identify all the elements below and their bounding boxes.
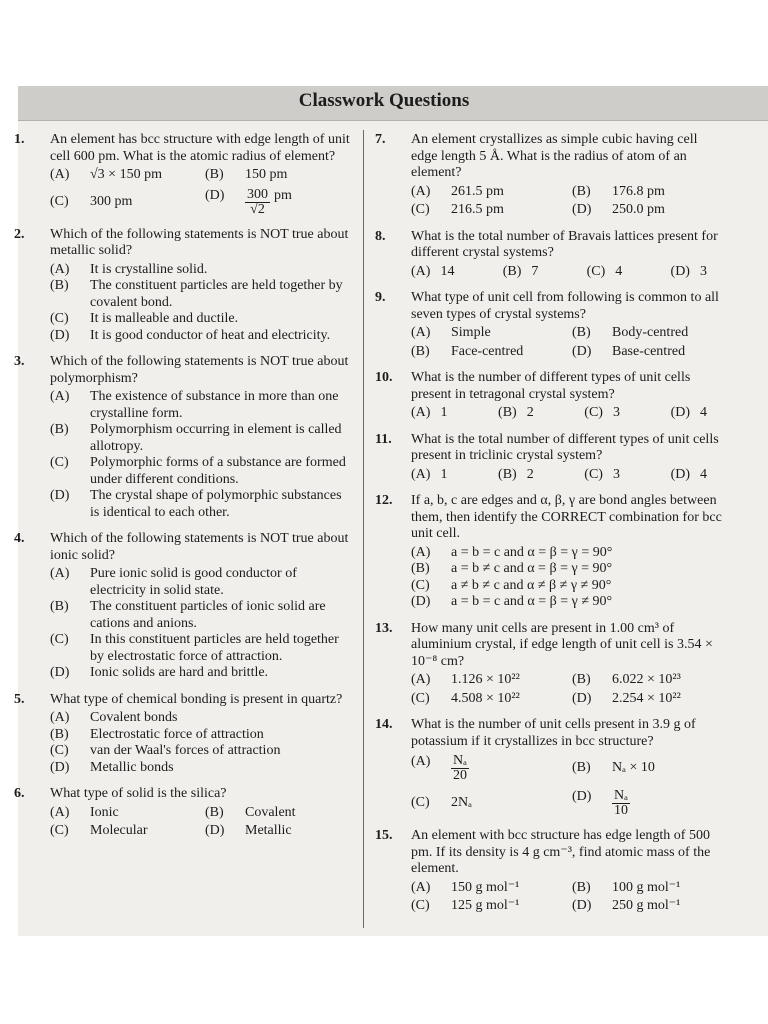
options: (A) It is crystalline solid. (B) The constituent particles are held together by covalent bond. (C) It is malleable and ductile. (D) It is good conductor of heat and electricity. xyxy=(50,261,343,343)
question-12: 12. If a, b, c are edges and α, β, γ are bond angles between them, then identify the CORRECT combination for bcc unit cell. (A) a = b = c and α = β = γ = 90° (B) a = b ≠ c and α = β = γ = 90° (C) a ≠ b ≠ c and α ≠ β ≠ γ ≠ 90° (D) a = b = c and α = β = γ ≠ 90° xyxy=(375,493,722,609)
page-title: Classwork Questions xyxy=(298,90,470,111)
question-5: 5. What type of chemical bonding is present in quartz? (A) Covalent bonds (B) Electrostatic force of attraction (C) van der Waal's forces of attraction (D) Metallic bonds xyxy=(14,691,343,775)
fraction: $\frac{300}{√2}$ xyxy=(247,186,268,217)
option: (D) $\frac{300}{√2}$ pm xyxy=(205,186,292,217)
right-column xyxy=(375,132,727,925)
column-divider xyxy=(363,130,364,928)
question-2: 2. Which of the following statements is NOT true about metallic solid? (A) It is crystalline solid. (B) The constituent particles are held together by covalent bond. (C) It is malleable and ductile. (D) It is good conductor of heat and electricity. xyxy=(14,227,354,345)
question-13: 13. How many unit cells are present in 1.00 cm³ of aluminium crystal, if edge length of unit cell is 3.54 × 10⁻⁸ cm? (A) 1.126 × 10²² (B) 6.022 × 10²³ (C) 4.508 × 10²² (D) 2.254 × 10²² xyxy=(375,620,713,706)
question-3: 3. Which of the following statements is NOT true about polymorphism? (A) The existence of substance in more than one crystalline form. (B) Polymorphism occurring in element is called allotropy. (C) Polymorphic forms of a substance are formed under different conditions. (D) The crystal shape of polymorphic substances is identical to each other. xyxy=(14,354,349,520)
left-column xyxy=(14,132,354,850)
question-14: 14. What is the number of unit cells present in 3.9 g of potassium if it crystallizes in bcc structure? (A) $\frac{\text{Nₐ}}{20}$ (B) Nₐ × 10 (C) 2Nₐ (D) $\frac{\text{Nₐ}}{10}$ xyxy=(375,717,696,818)
option: (C) 300 pm xyxy=(50,193,133,209)
question-11: 11. What is the total number of different types of unit cells present in triclinic crystal system? (A) 1 (B) 2 (C) 3 (D) 4 xyxy=(375,431,719,482)
question-7: 7. An element crystallizes as simple cubic having cell edge length 5 Å. What is the radius of atom of an element? (A) 261.5 pm (B) 176.8 pm (C) 216.5 pm (D) 250.0 pm xyxy=(375,132,698,217)
question-9: 9. What type of unit cell from following is common to all seven types of crystal systems? (A) Simple (B) Body-centred (B) Face-centred (D) Base-centred xyxy=(375,290,719,359)
question-number: 1. xyxy=(14,132,25,147)
option: (B) 150 pm xyxy=(205,167,288,182)
option: (A) √3 × 150 pm xyxy=(50,167,162,182)
question-15: 15. An element with bcc structure has edge length of 500 pm. If its density is 4 g cm⁻³, find atomic mass of the element. (A) 150 g mol⁻¹ (B) 100 g mol⁻¹ (C) 125 g mol⁻¹ (D) 250 g mol⁻¹ xyxy=(375,828,711,913)
question-stem: An element has bcc structure with edge length of unit cell 600 pm. What is the atomic radius of element? xyxy=(50,132,350,164)
question-8: 8. What is the total number of Bravais lattices present for different crystal systems? (A) 14 (B) 7 (C) 4 (D) 3 xyxy=(375,228,718,279)
question-1 xyxy=(14,132,354,217)
question-4: 4. Which of the following statements is NOT true about ionic solid? (A) Pure ionic solid is good conductor of electricity in solid state. (B) The constituent particles of ionic solid are cations and anions. (C) In this constituent particles are held together by electrostatic force of attraction. (D) Ionic solids are hard and brittle. xyxy=(14,531,349,680)
options xyxy=(50,167,354,217)
fraction: $\frac{\text{Nₐ}}{20}$ xyxy=(452,753,467,783)
question-10: 10. What is the number of different types of unit cells present in tetragonal crystal system? (A) 1 (B) 2 (C) 3 (D) 4 xyxy=(375,370,707,420)
fraction: $\frac{\text{Nₐ}}{10}$ xyxy=(613,788,628,818)
question-6: 6. What type of solid is the silica? (A) Ionic (B) Covalent (C) Molecular (D) Metallic xyxy=(14,786,296,838)
